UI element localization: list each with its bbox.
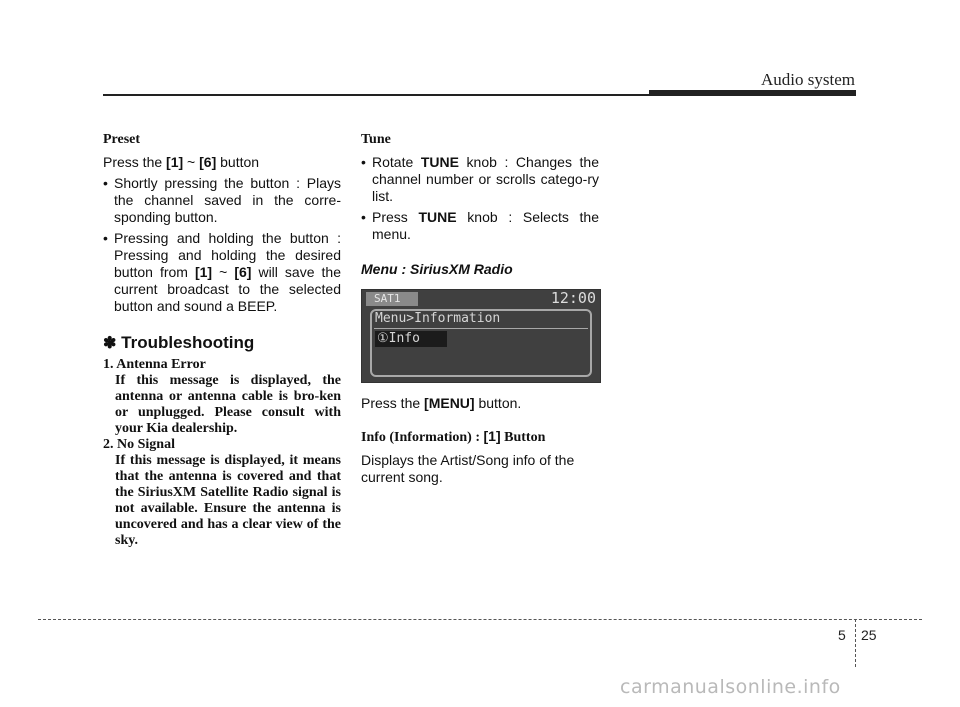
list-item: • Shortly pressing the button : Plays the channel saved in the corre-sponding button. (103, 175, 341, 226)
band-indicator: SAT1 (366, 292, 418, 306)
footer-divider (38, 619, 922, 620)
info-heading: Info (Information) : [1] Button (361, 428, 546, 445)
footer-page-divider (855, 619, 856, 667)
menu-panel (370, 309, 592, 377)
info-menu-item: ①Info (375, 331, 447, 347)
list-item (103, 437, 341, 549)
troubleshooting-list (103, 357, 341, 549)
section-title: Audio system (761, 70, 855, 89)
menu-key: [MENU] (424, 395, 475, 411)
header-rule-bold (649, 90, 856, 96)
preset-bullets (103, 175, 341, 315)
chapter-number: 5 (838, 627, 846, 643)
antenna-error-body: If this message is displayed, the antenna or antenna cable is bro-ken or unplugged. Please consult with your Kia dealership. (115, 373, 341, 436)
menu-divider (374, 328, 588, 329)
radio-display-screenshot (361, 289, 601, 383)
menu-heading: Menu : SiriusXM Radio (361, 261, 513, 277)
list-item (103, 357, 341, 437)
troubleshooting-heading: ✽ Troubleshooting (103, 333, 255, 352)
star-icon: ✽ (103, 335, 117, 352)
right-column (361, 132, 599, 490)
watermark: carmanualsonline.info (620, 676, 841, 698)
tune-heading: Tune (361, 132, 391, 147)
clock-display: 12:00 (550, 289, 596, 307)
left-column (103, 132, 341, 549)
list-item: • Rotate TUNE knob : Changes the channel number or scrolls catego-ry list. (361, 154, 599, 205)
tune-bullets (361, 154, 599, 243)
antenna-error-title: 1. Antenna Error (103, 357, 206, 372)
preset-button-6: [6] (199, 154, 217, 170)
preset-button-1: [1] (166, 154, 184, 170)
no-signal-title: 2. No Signal (103, 437, 175, 452)
list-item: • Pressing and holding the button : Pressing and holding the desired button from [1] ~ [6] will save the current broadcast to the selected button and sound a BEEP. (103, 230, 341, 315)
info-body: Displays the Artist/Song info of the current song. (361, 452, 575, 485)
no-signal-body: If this message is displayed, it means that the antenna is covered and that the SiriusXM Satellite Radio signal is not available. Ensure the antenna is uncovered and has a clear view of the sky. (115, 453, 341, 548)
menu-path: Menu>Information (375, 311, 501, 326)
preset-heading: Preset (103, 132, 141, 147)
menu-instruction: Press the [MENU] button. (361, 395, 522, 411)
page-number: 25 (861, 627, 877, 643)
list-item: • Press TUNE knob : Selects the menu. (361, 209, 599, 243)
preset-instruction: Press the [1] ~ [6] button (103, 154, 260, 170)
header-rule (103, 94, 651, 96)
